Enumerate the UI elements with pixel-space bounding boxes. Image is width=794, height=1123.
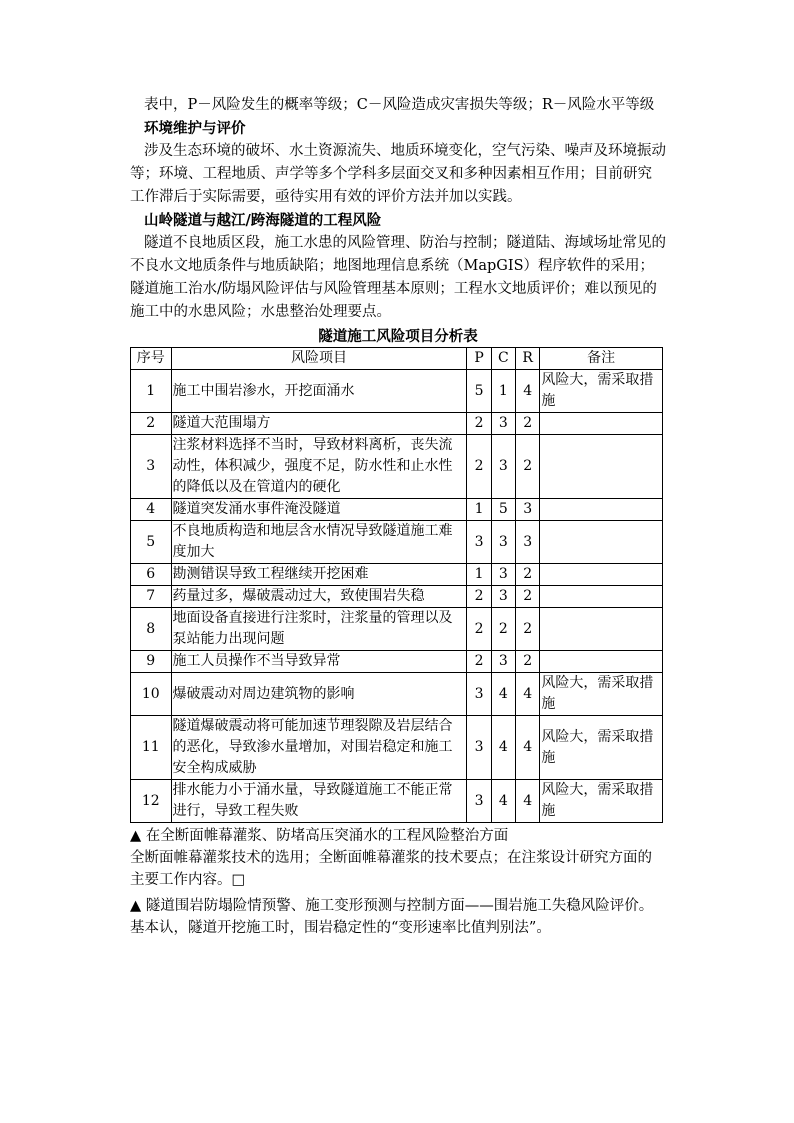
cell-note: 风险大，需采取措施	[540, 716, 663, 780]
cell-c: 3	[491, 564, 515, 586]
cell-note	[540, 586, 663, 608]
cell-note	[540, 499, 663, 521]
cell-no: 9	[131, 651, 172, 673]
cell-note: 风险大，需采取措施	[540, 370, 663, 413]
cell-c: 4	[491, 780, 515, 823]
cell-item: 排水能力小于涌水量，导致隧道施工不能正常进行，导致工程失败	[171, 780, 467, 823]
cell-r: 3	[516, 499, 540, 521]
cell-r: 2	[516, 413, 540, 435]
table-row	[131, 673, 663, 716]
cell-r: 2	[516, 586, 540, 608]
cell-c: 3	[491, 435, 515, 499]
cell-item: 注浆材料选择不当时，导致材料离析，丧失流动性，体积减少，强度不足，防水性和止水性的降低以及在管道内的硬化	[171, 435, 467, 499]
cell-p: 1	[467, 564, 491, 586]
cell-no: 5	[131, 521, 172, 564]
legend-paragraph: 表中，P－风险发生的概率等级；C－风险造成灾害损失等级；R－风险水平等级	[144, 97, 655, 113]
cell-r: 2	[516, 651, 540, 673]
cell-c: 5	[491, 499, 515, 521]
cell-no: 12	[131, 780, 172, 823]
cell-r: 2	[516, 435, 540, 499]
cell-c: 1	[491, 370, 515, 413]
section-heading-environment: 环境维护与评价	[144, 120, 246, 137]
table-row	[131, 716, 663, 780]
cell-note	[540, 608, 663, 651]
risk-analysis-table	[130, 347, 663, 823]
table-row	[131, 564, 663, 586]
cell-c: 2	[491, 608, 515, 651]
cell-no: 11	[131, 716, 172, 780]
cell-no: 7	[131, 586, 172, 608]
cell-p: 3	[467, 780, 491, 823]
cell-p: 3	[467, 521, 491, 564]
cell-item: 不良地质构造和地层含水情况导致隧道施工难度加大	[171, 521, 467, 564]
cell-item: 爆破震动对周边建筑物的影响	[171, 673, 467, 716]
table-row	[131, 586, 663, 608]
cell-item: 施工中围岩渗水，开挖面涌水	[171, 370, 467, 413]
cell-c: 3	[491, 413, 515, 435]
mountain-tunnel-paragraph: 隧道不良地质区段，施工水患的风险管理、防治与控制；隧道陆、海域场址常见的不良水文地质条件与地质缺陷；地图地理信息系统（MapGIS）程序软件的采用；隧道施工治水/防塌风险评估与风险管理基本原则；工程水文地质评价；难以预见的施工中的水患风险；水患整治处理要点。	[130, 235, 666, 320]
cell-p: 1	[467, 499, 491, 521]
surrounding-rock-paragraph: ▲ 隧道围岩防塌险情预警、施工变形预测与控制方面——围岩施工失稳风险评价。基本认，隧道开挖施工时，围岩稳定性的“变形速率比值判别法”。	[130, 898, 654, 936]
table-row	[131, 780, 663, 823]
cell-item: 施工人员操作不当导致异常	[171, 651, 467, 673]
cell-note	[540, 564, 663, 586]
table-row	[131, 651, 663, 673]
cell-note	[540, 413, 663, 435]
document-page	[130, 94, 666, 939]
cell-p: 5	[467, 370, 491, 413]
table-row	[131, 435, 663, 499]
cell-no: 1	[131, 370, 172, 413]
header-c: C	[491, 348, 515, 370]
table-row	[131, 499, 663, 521]
cell-c: 3	[491, 586, 515, 608]
cell-p: 2	[467, 435, 491, 499]
cell-r: 4	[516, 716, 540, 780]
cell-note	[540, 435, 663, 499]
cell-note	[540, 521, 663, 564]
table-caption: 隧道施工风险项目分析表	[318, 328, 478, 345]
table-row	[131, 521, 663, 564]
cell-c: 4	[491, 716, 515, 780]
cell-no: 3	[131, 435, 172, 499]
header-p: P	[467, 348, 491, 370]
cell-item: 隧道大范围塌方	[171, 413, 467, 435]
cell-p: 2	[467, 413, 491, 435]
cell-c: 3	[491, 651, 515, 673]
cell-p: 2	[467, 608, 491, 651]
cell-p: 2	[467, 586, 491, 608]
cell-p: 3	[467, 673, 491, 716]
cell-item: 地面设备直接进行注浆时，注浆量的管理以及泵站能力出现问题	[171, 608, 467, 651]
grouting-paragraph: 全断面帷幕灌浆技术的选用；全断面帷幕灌浆的技术要点；在注浆设计研究方面的主要工作内容。□	[130, 850, 652, 888]
cell-item: 药量过多，爆破震动过大，致使围岩失稳	[171, 586, 467, 608]
cell-no: 6	[131, 564, 172, 586]
table-row	[131, 608, 663, 651]
header-note: 备注	[540, 348, 663, 370]
header-item: 风险项目	[171, 348, 467, 370]
header-r: R	[516, 348, 540, 370]
cell-item: 勘测错误导致工程继续开挖困难	[171, 564, 467, 586]
cell-r: 4	[516, 673, 540, 716]
grouting-title: ▲ 在全断面帷幕灌浆、防堵高压突涌水的工程风险整治方面	[130, 828, 509, 844]
section-heading-mountain-tunnel: 山岭隧道与越江/跨海隧道的工程风险	[144, 212, 382, 229]
cell-note: 风险大，需采取措施	[540, 673, 663, 716]
environment-paragraph: 涉及生态环境的破坏、水土资源流失、地质环境变化，空气污染、噪声及环境振动等；环境、工程地质、声学等多个学科多层面交叉和多种因素相互作用；目前研究工作滞后于实际需要，亟待实用有效的评价方法并加以实践。	[130, 143, 666, 205]
cell-no: 8	[131, 608, 172, 651]
table-row	[131, 370, 663, 413]
table-header-row	[131, 348, 663, 370]
cell-no: 4	[131, 499, 172, 521]
bottom-section	[130, 825, 666, 939]
cell-r: 3	[516, 521, 540, 564]
cell-note: 风险大，需采取措施	[540, 780, 663, 823]
cell-r: 4	[516, 780, 540, 823]
cell-item: 隧道爆破震动将可能加速节理裂隙及岩层结合的恶化，导致渗水量增加，对围岩稳定和施工安全构成威胁	[171, 716, 467, 780]
cell-no: 10	[131, 673, 172, 716]
cell-c: 3	[491, 521, 515, 564]
cell-item: 隧道突发涌水事件淹没隧道	[171, 499, 467, 521]
header-no: 序号	[131, 348, 172, 370]
cell-r: 4	[516, 370, 540, 413]
cell-p: 3	[467, 716, 491, 780]
cell-p: 2	[467, 651, 491, 673]
cell-note	[540, 651, 663, 673]
cell-r: 2	[516, 564, 540, 586]
cell-no: 2	[131, 413, 172, 435]
cell-c: 4	[491, 673, 515, 716]
cell-r: 2	[516, 608, 540, 651]
table-row	[131, 413, 663, 435]
